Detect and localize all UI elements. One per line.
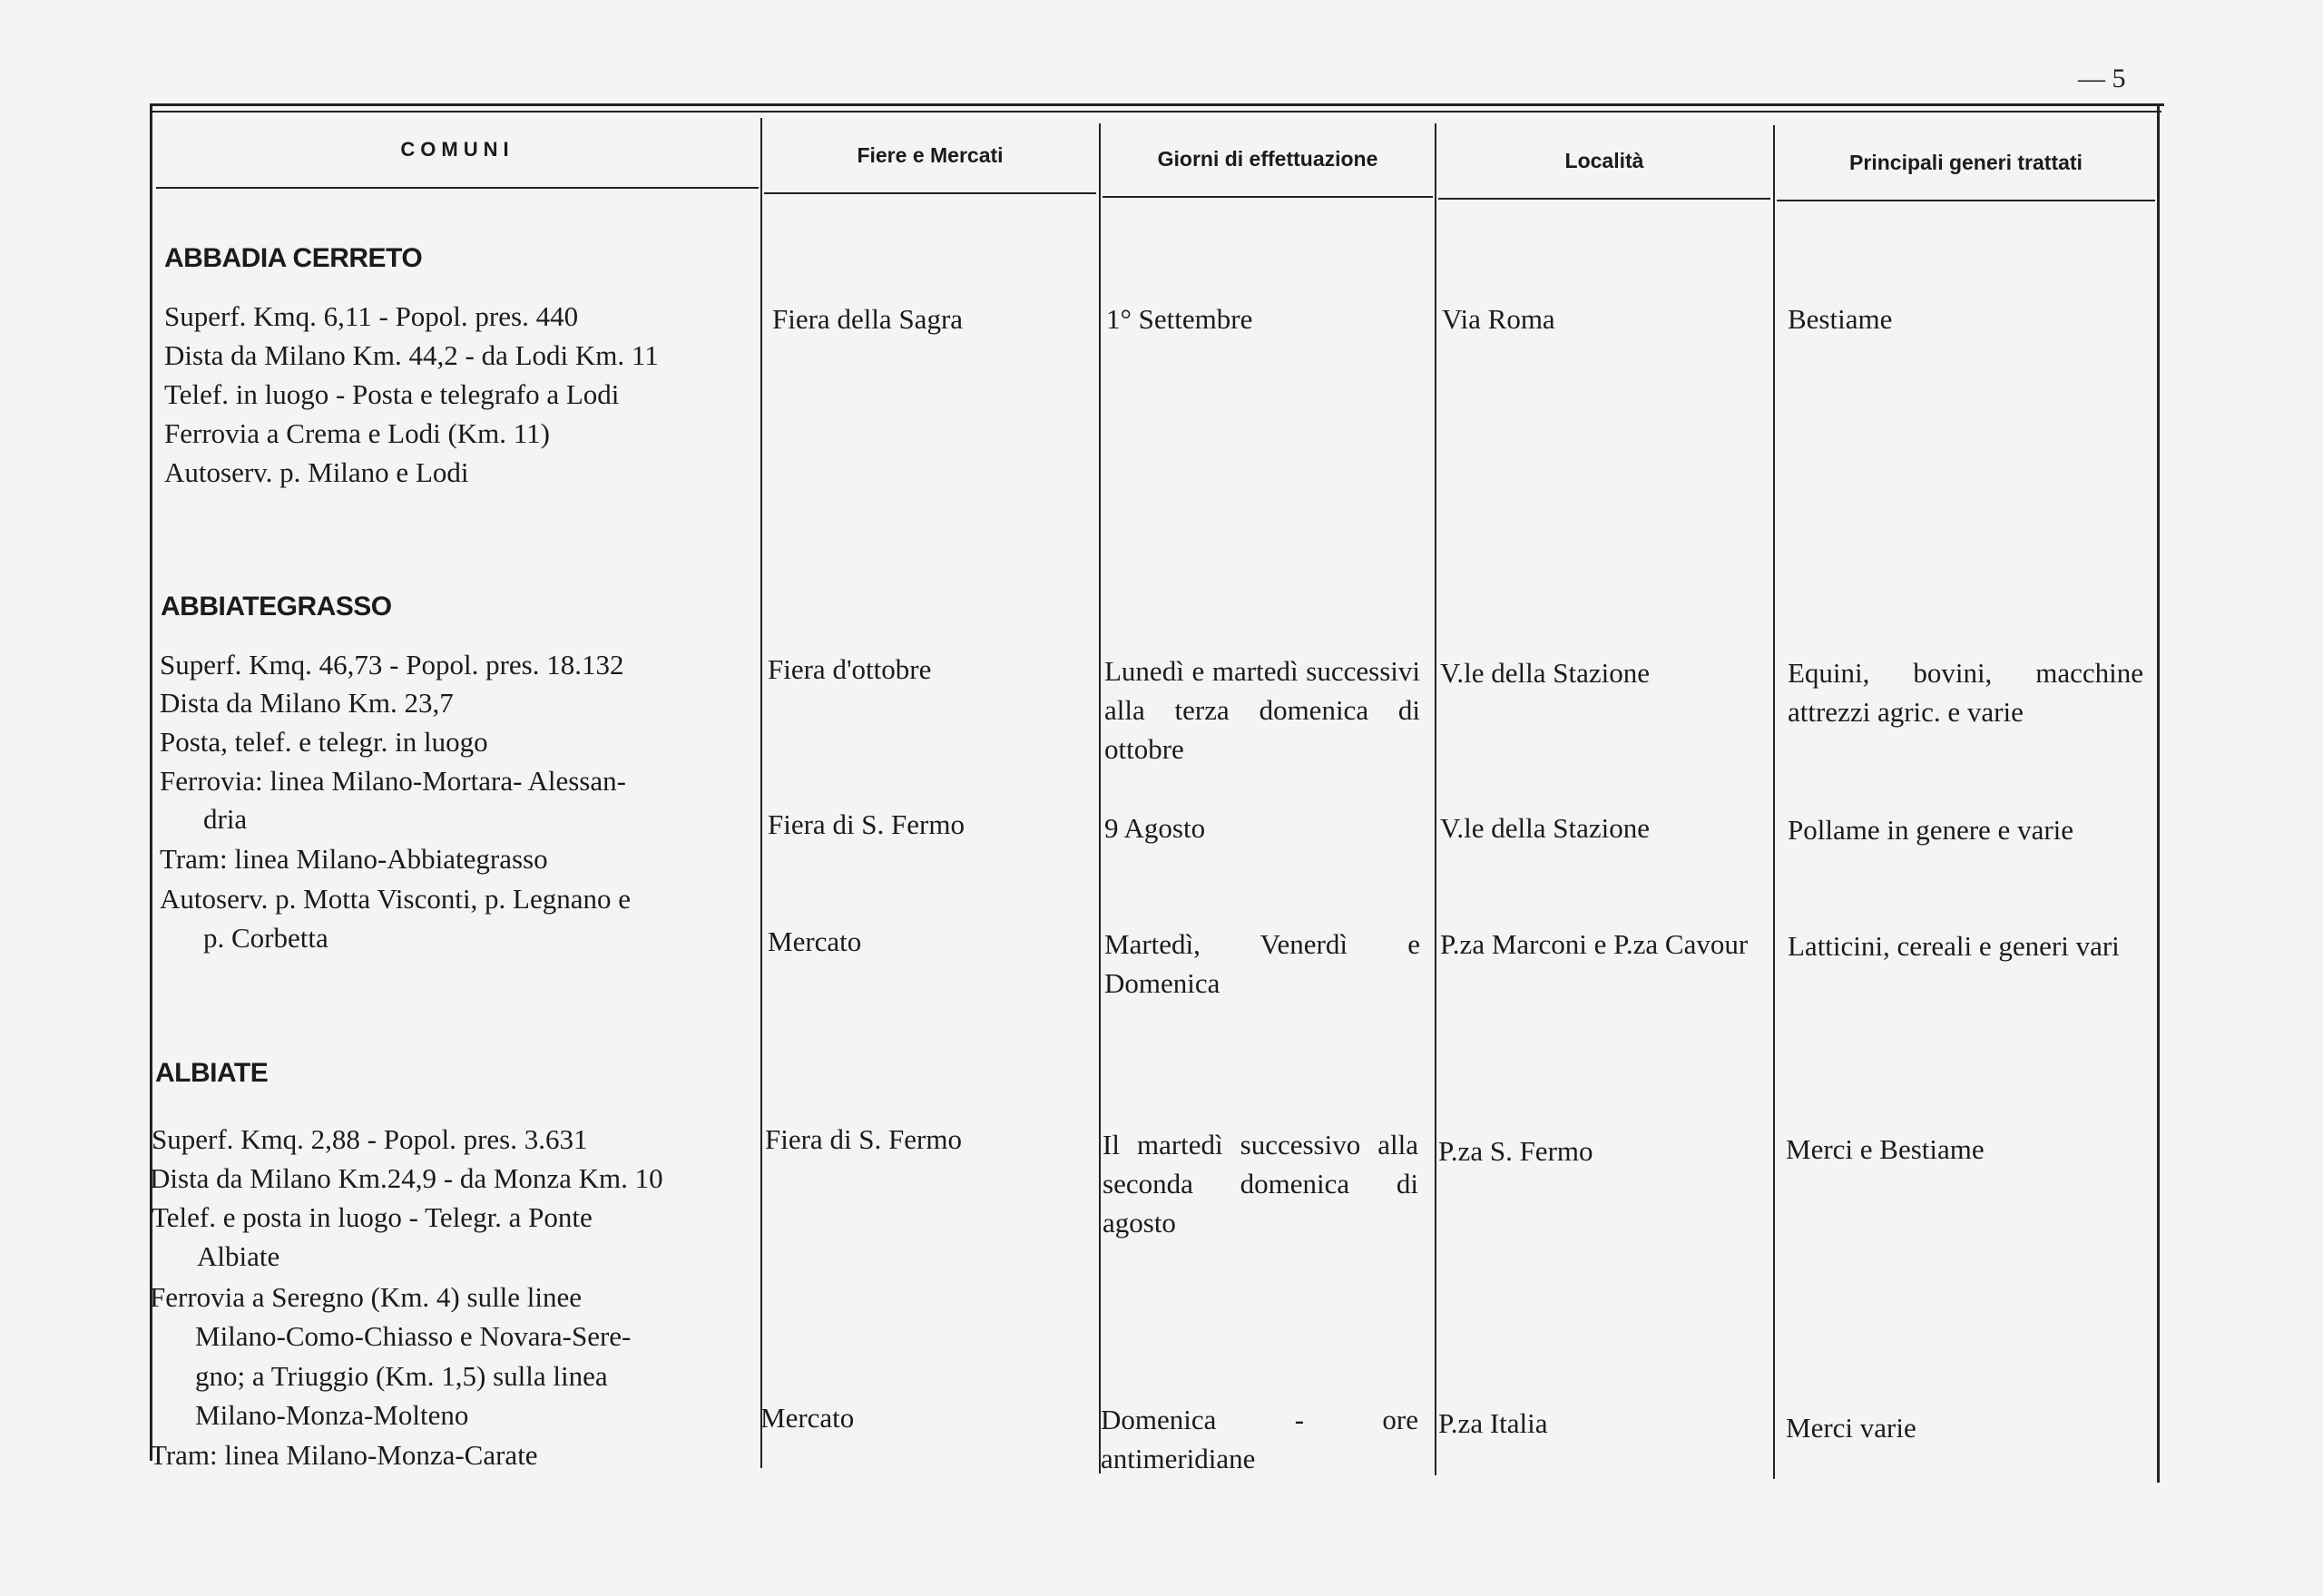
header-rule-5 — [1777, 200, 2155, 201]
left-border — [150, 103, 152, 1461]
info-line: Superf. Kmq. 2,88 - Popol. pres. 3.631 — [152, 1123, 588, 1155]
info-line: Dista da Milano Km. 23,7 — [160, 687, 454, 719]
event-fiera: Fiera d'ottobre — [768, 653, 932, 685]
column-divider-1 — [760, 118, 762, 1468]
info-line: Tram: linea Milano-Monza-Carate — [150, 1439, 538, 1471]
right-border — [2157, 103, 2160, 1483]
header-rule-2 — [764, 192, 1096, 194]
info-line: Tram: linea Milano-Abbiategrasso — [160, 843, 548, 875]
comune-name: ABBIATEGRASSO — [161, 592, 392, 622]
event-localita: V.le della Stazione — [1440, 657, 1651, 689]
info-line: Ferrovia a Seregno (Km. 4) sulle linee — [150, 1281, 583, 1313]
event-giorni: Martedì, Venerdì e Domenica — [1104, 928, 1420, 999]
info-line: p. Corbetta — [203, 922, 328, 954]
event-localita: P.za Marconi e P.za Cavour — [1440, 928, 1749, 960]
info-line: Milano-Como-Chiasso e Novara-Sere- — [195, 1320, 632, 1352]
comune-name: ALBIATE — [155, 1058, 269, 1088]
event-localita: P.za S. Fermo — [1438, 1135, 1593, 1167]
info-line: Posta, telef. e telegr. in luogo — [160, 726, 488, 758]
info-line: Dista da Milano Km.24,9 - da Monza Km. 10 — [150, 1162, 663, 1194]
header-rule-3 — [1103, 196, 1433, 198]
event-localita: P.za Italia — [1438, 1407, 1548, 1439]
info-line: gno; a Triuggio (Km. 1,5) sulla linea — [195, 1360, 608, 1392]
event-fiera: Mercato — [768, 925, 862, 957]
column-divider-4 — [1773, 125, 1775, 1479]
event-giorni: 9 Agosto — [1104, 812, 1206, 844]
info-line: Superf. Kmq. 6,11 - Popol. pres. 440 — [164, 300, 579, 332]
event-generi: Pollame in genere e varie — [1788, 814, 2074, 846]
header-fiere: Fiere e Mercati — [857, 143, 1004, 167]
column-divider-2 — [1099, 123, 1101, 1474]
info-line: Autoserv. p. Milano e Lodi — [164, 456, 469, 488]
header-comuni: COMUNI — [400, 138, 515, 161]
comune-name: ABBADIA CERRETO — [164, 243, 423, 273]
event-fiera: Mercato — [760, 1402, 855, 1434]
info-line: Superf. Kmq. 46,73 - Popol. pres. 18.132 — [160, 649, 624, 681]
event-giorni: Il martedì successivo alla seconda domenica di agosto — [1103, 1129, 1418, 1239]
event-giorni: 1° Settembre — [1106, 303, 1253, 335]
info-line: dria — [203, 803, 248, 835]
event-generi: Merci varie — [1786, 1412, 1916, 1444]
event-localita: Via Roma — [1442, 303, 1555, 335]
info-line: Ferrovia a Crema e Lodi (Km. 11) — [164, 417, 550, 449]
top-rule-inner — [152, 111, 2161, 113]
info-line: Telef. in luogo - Posta e telegrafo a Lodi — [164, 378, 620, 410]
event-fiera: Fiera di S. Fermo — [765, 1123, 962, 1155]
header-rule-4 — [1438, 198, 1770, 200]
info-line: Autoserv. p. Motta Visconti, p. Legnano e — [160, 883, 632, 915]
column-divider-3 — [1435, 123, 1436, 1475]
event-generi: Bestiame — [1788, 303, 1893, 335]
event-generi: Equini, bovini, macchine attrezzi agric. e varie — [1788, 657, 2143, 728]
info-line: Ferrovia: linea Milano-Mortara- Alessan- — [160, 765, 626, 797]
info-line: Milano-Monza-Molteno — [195, 1399, 469, 1431]
info-line: Albiate — [197, 1240, 280, 1272]
top-rule — [150, 103, 2164, 106]
header-rule-1 — [156, 187, 759, 189]
event-fiera: Fiera di S. Fermo — [768, 808, 965, 840]
page-number: — 5 — [2078, 64, 2126, 93]
event-fiera: Fiera della Sagra — [772, 303, 964, 335]
header-localita: Località — [1564, 149, 1644, 172]
event-generi: Merci e Bestiame — [1786, 1133, 1985, 1165]
event-giorni: Domenica - ore antimeridiane — [1101, 1404, 1418, 1474]
header-giorni: Giorni di effettuazione — [1157, 147, 1378, 171]
event-localita: V.le della Stazione — [1440, 812, 1651, 844]
info-line: Dista da Milano Km. 44,2 - da Lodi Km. 11 — [164, 339, 659, 371]
info-line: Telef. e posta in luogo - Telegr. a Ponte — [152, 1201, 593, 1233]
event-generi: Latticini, cereali e generi vari — [1788, 930, 2120, 962]
header-generi: Principali generi trattati — [1849, 151, 2083, 174]
event-giorni: Lunedì e martedì successivi alla terza domenica di ottobre — [1104, 655, 1420, 765]
